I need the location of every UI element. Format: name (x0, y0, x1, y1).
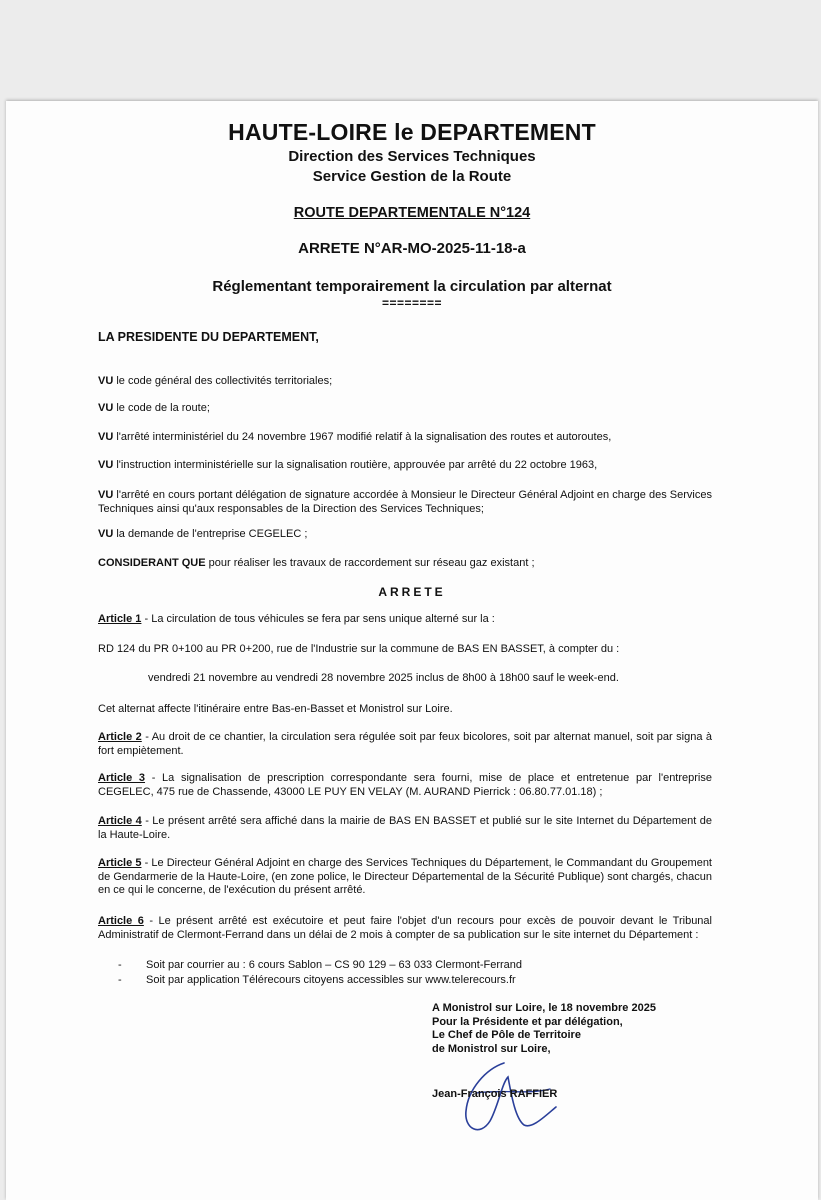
president-heading: LA PRESIDENTE DU DEPARTEMENT, (98, 330, 319, 344)
arrete-heading: ARRETE (378, 585, 446, 599)
route-title: ROUTE DEPARTEMENTALE N°124 (293, 205, 531, 221)
recours-item: - Soit par courrier au : 6 cours Sablon – CS 90 129 – 63 033 Clermont-Ferrand (118, 959, 523, 971)
arrete-subject: Réglementant temporairement la circulation par alternat (212, 278, 612, 295)
signature-block (432, 1002, 656, 1056)
department-title: HAUTE-LOIRE le DEPARTEMENT (228, 119, 596, 145)
recours-list (118, 958, 522, 988)
visa-3: VU l'arrêté interministériel du 24 novembre 1967 modifié relatif à la signalisation des routes et autoroutes, (98, 431, 612, 443)
article-1-dates: vendredi 21 novembre au vendredi 28 novembre 2025 inclus de 8h00 à 18h00 sauf le week-end. (148, 672, 619, 684)
visa-1: VU le code général des collectivités territoriales; (98, 375, 333, 387)
signature-place-date: A Monistrol sur Loire, le 18 novembre 2025 (432, 1002, 656, 1014)
considerant: CONSIDERANT QUE pour réaliser les travaux de raccordement sur réseau gaz existant ; (98, 557, 535, 569)
visa-4: VU l'instruction interministérielle sur la signalisation routière, approuvée par arrêté du 22 octobre 1963, (98, 459, 598, 471)
signature-office: de Monistrol sur Loire, (432, 1042, 551, 1055)
article-1-location: RD 124 du PR 0+100 au PR 0+200, rue de l'Industrie sur la commune de BAS EN BASSET, à compter du : (98, 643, 620, 655)
arrete-number: ARRETE N°AR-MO-2025-11-18-a (298, 240, 526, 257)
visa-2: VU le code de la route; (98, 402, 210, 414)
signature-role: Le Chef de Pôle de Territoire (432, 1029, 581, 1041)
signatory-name: Jean-François RAFFIER (432, 1088, 558, 1100)
article-1: Article 1 - La circulation de tous véhicules se fera par sens unique alterné sur la : (98, 613, 495, 625)
article-3: Article 3 - La signalisation de prescription correspondante sera fourni, mise de place et entretenue par l'entreprise CEGELEC, 475 rue de Chassende, 43000 LE PUY EN VELAY (M. AURAND Pierrick : 06.80.77.01.18) ; (98, 772, 712, 798)
service-name: Service Gestion de la Route (312, 168, 512, 185)
article-5: Article 5 - Le Directeur Général Adjoint en charge des Services Techniques du Département, le Commandant du Groupement de Gendarmerie de la Haute-Loire, (en zone police, le Directeur Départemental de la Sécurité Publique) sont chargés, chacun en ce qui le concerne, de l'exécution du présent arrêté. (98, 857, 712, 896)
recours-item: - Soit par application Télérecours citoyens accessibles sur www.telerecours.fr (118, 974, 516, 986)
visa-5: VU l'arrêté en cours portant délégation de signature accordée à Monsieur le Directeur Général Adjoint en charge des Services Techniques ainsi qu'aux responsables de la Direction des Services Techniques; (98, 489, 712, 515)
article-6: Article 6 - Le présent arrêté est exécutoire et peut faire l'objet d'un recours pour excès de pouvoir devant le Tribunal Administratif de Clermont-Ferrand dans un délai de 2 mois à compter de sa publication sur le site internet du Département : (98, 915, 712, 941)
article-1-itinerary: Cet alternat affecte l'itinéraire entre Bas-en-Basset et Monistrol sur Loire. (98, 703, 453, 715)
article-4: Article 4 - Le présent arrêté sera affiché dans la mairie de BAS EN BASSET et publié sur le site Internet du Département de la Haute-Loire. (98, 815, 712, 841)
visa-6: VU la demande de l'entreprise CEGELEC ; (98, 528, 308, 540)
direction-name: Direction des Services Techniques (288, 148, 536, 165)
article-2: Article 2 - Au droit de ce chantier, la circulation sera régulée soit par feux bicolores, soit par alternat manuel, soit par signa à fort empiètement. (98, 731, 712, 757)
separator: ======== (381, 296, 443, 310)
document-page (6, 101, 818, 1200)
signature-delegation: Pour la Présidente et par délégation, (432, 1015, 623, 1028)
